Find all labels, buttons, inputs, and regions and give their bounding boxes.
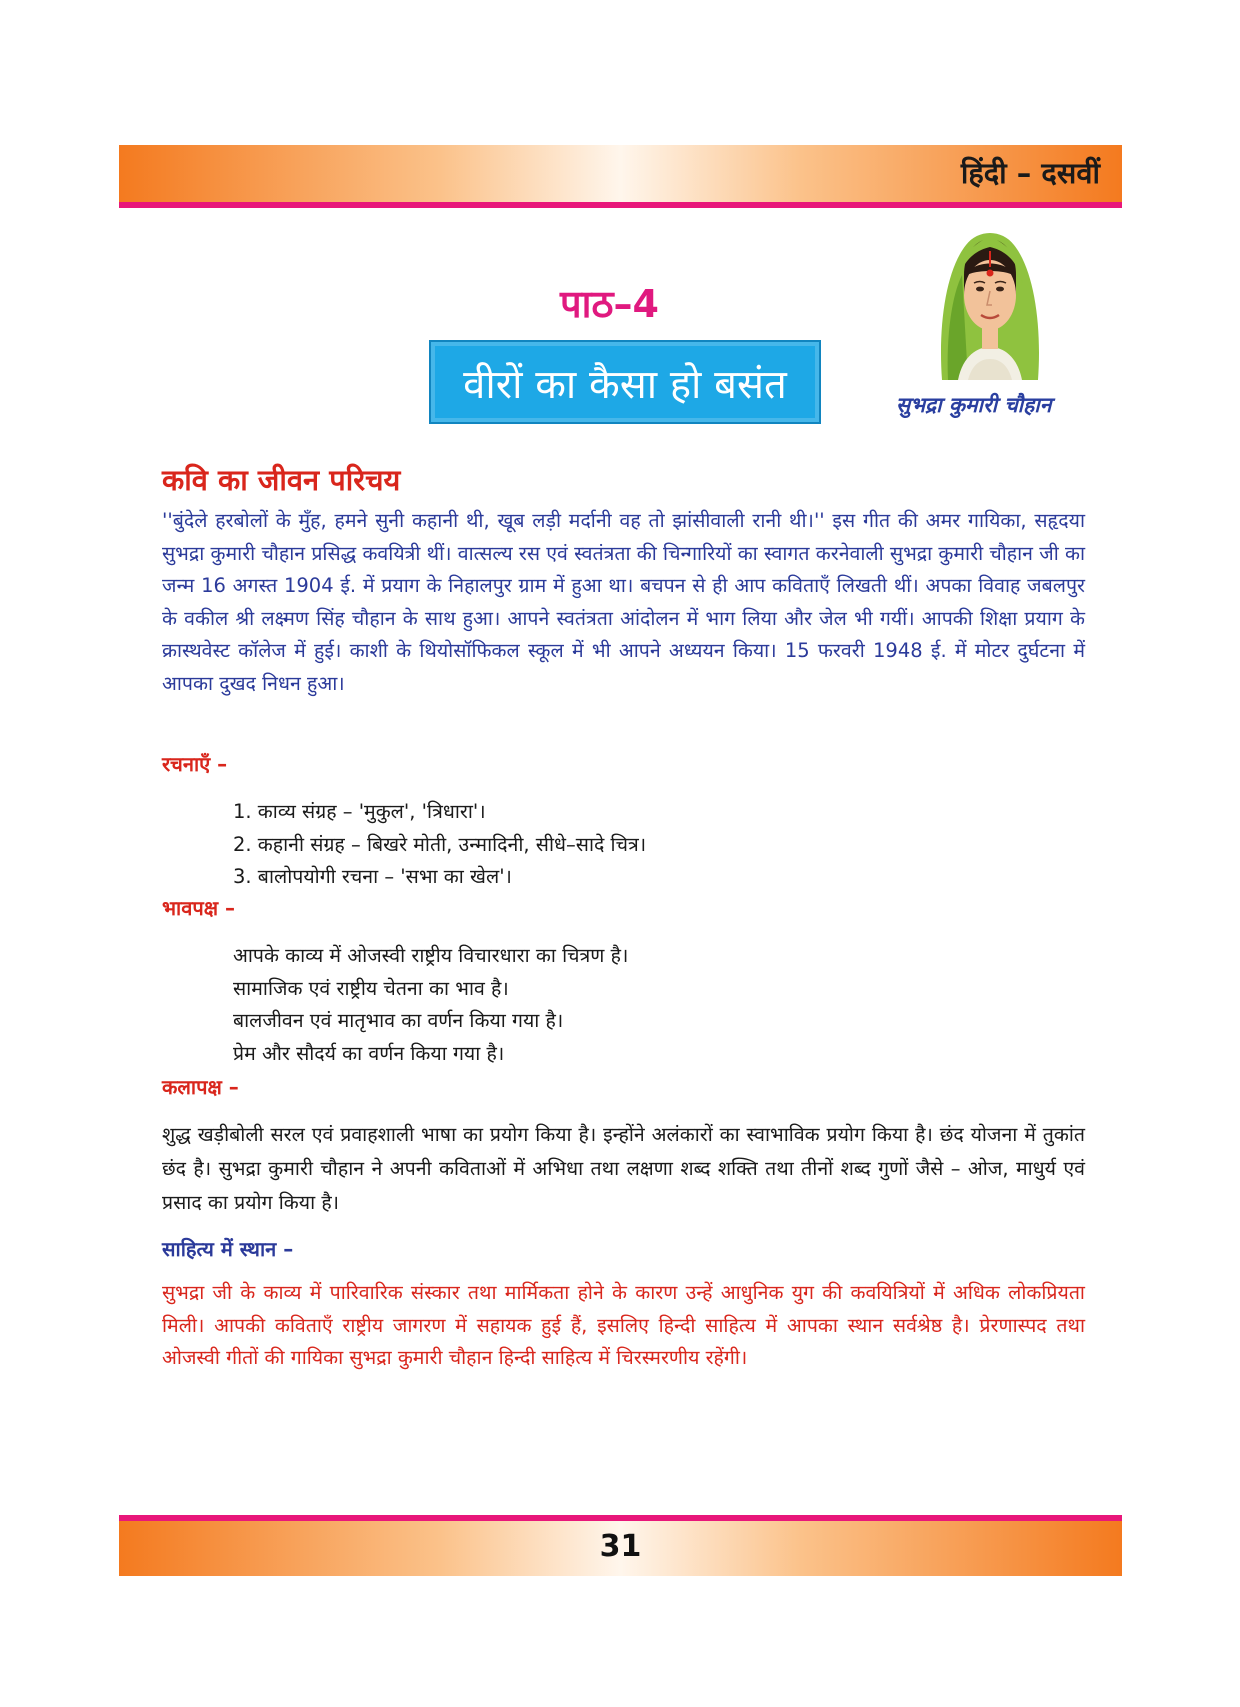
bhavpaksh-item: बालजीवन एवं मातृभाव का वर्णन किया गया है। [233, 1009, 564, 1032]
sthan-heading: साहित्य में स्थान – [162, 1237, 294, 1261]
kalapaksh-text: शुद्ध खड़ीबोली सरल एवं प्रवाहशाली भाषा का प्रयोग किया है। इन्होंने अलंकारों का स्वाभाविक प्रयोग किया है। छंद योजना में तुकांत छंद है। सुभद्रा कुमारी चौहान ने अपनी कविताओं में अभिधा तथा लक्षणा शब्द शक्ति तथा तीनों शब्द गुणों जैसे – ओज, माधुर्य एवं प्रसाद का प्रयोग किया है। [162, 1123, 1085, 1214]
header-subject: हिंदी – दसवीं [960, 156, 1100, 190]
bhavpaksh-item: प्रेम और सौदर्य का वर्णन किया गया है। [233, 1041, 505, 1065]
kalapaksh-heading: कलापक्ष – [162, 1075, 239, 1099]
works-list [233, 796, 646, 894]
page-number: 31 [599, 1529, 642, 1564]
bhavpaksh-item: सामाजिक एवं राष्ट्रीय चेतना का भाव है। [233, 976, 509, 1000]
header-band [119, 145, 1122, 208]
biography-text: ''बुंदेले हरबोलों के मुँह, हमने सुनी कहानी थी, खूब लड़ी मर्दानी वह तो झांसीवाली रानी थी।'' इस गीत की अमर गायिका, सहृदया सुभद्रा कुमारी चौहान प्रसिद्ध कवयित्री थीं। वात्सल्य रस एवं स्वतंत्रता की चिन्गारियों का स्वागत करनेवाली सुभद्रा कुमारी चौहान जी का जन्म 16 अगस्त 1904 ई. में प्रयाग के निहालपुर ग्राम में हुआ था। बचपन से ही आप कविताएँ लिखती थीं। अपका विवाह जबलपुर के वकील श्री लक्ष्मण सिंह चौहान के साथ हुआ। आपने स्वतंत्रता आंदोलन में भाग लिया और जेल भी गयीं। आपकी शिक्षा प्रयाग के क्रास्थवेस्ट कॉलेज में हुई। काशी के थियोसॉफिकल स्कूल में भी आपने अध्ययन किया। 15 फरवरी 1948 ई. में मोटर दुर्घटना में आपका दुखद निधन हुआ। [162, 509, 1085, 695]
poet-caption: सुभद्रा कुमारी चौहान [896, 393, 1052, 417]
lesson-title: वीरों का कैसा हो बसंत [463, 361, 787, 408]
works-item: 1. काव्य संग्रह – 'मुकुल', 'त्रिधारा'। [233, 800, 486, 823]
bhavpaksh-item: आपके काव्य में ओजस्वी राष्ट्रीय विचारधारा का चित्रण है। [233, 944, 629, 967]
lesson-number: पाठ–4 [560, 282, 659, 326]
bhavpaksh-heading: भावपक्ष – [162, 896, 236, 920]
biography-heading: कवि का जीवन परिचय [162, 463, 401, 497]
bhavpaksh-list [233, 940, 628, 1070]
footer-band [119, 1515, 1122, 1576]
sthan-text: सुभद्रा जी के काव्य में पारिवारिक संस्कार तथा मार्मिकता होने के कारण उन्हें आधुनिक युग की कवयित्रियों में अधिक लोकप्रियता मिली। आपकी कविताएँ राष्ट्रीय जागरण में सहायक हुई हैं, इसलिए हिन्दी साहित्य में आपका स्थान सर्वश्रेष्ठ है। प्रेरणास्पद तथा ओजस्वी गीतों की गायिका सुभद्रा कुमारी चौहान हिन्दी साहित्य में चिरस्मरणीय रहेंगी। [162, 1281, 1085, 1369]
works-heading: रचनाएँ – [162, 752, 228, 776]
works-item: 3. बालोपयोगी रचना – 'सभा का खेल'। [233, 865, 512, 888]
works-item: 2. कहानी संग्रह – बिखरे मोती, उन्मादिनी, सीधे–सादे चित्र। [233, 832, 647, 856]
lesson-title-box [429, 340, 821, 424]
poet-portrait [928, 215, 1052, 380]
